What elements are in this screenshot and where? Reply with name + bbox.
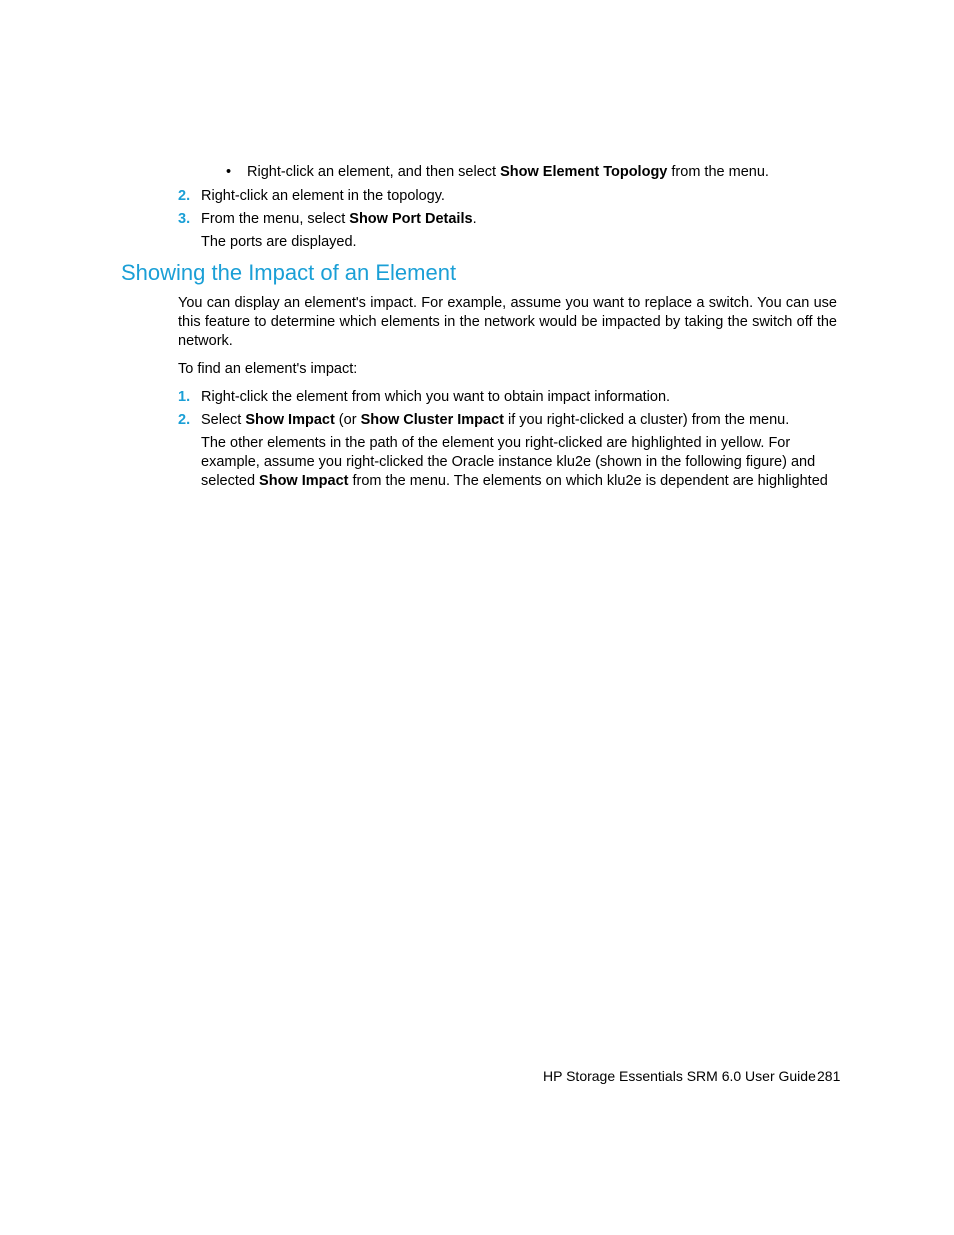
step-text-start: From the menu, select	[201, 211, 350, 227]
bullet-item	[247, 163, 769, 182]
step-text	[201, 210, 477, 229]
step-text: Right-click an element in the topology.	[201, 188, 445, 204]
step-text: Right-click the element from which you want to obtain impact information.	[201, 389, 671, 405]
bullet-item-text: Right-click an element, and then select	[247, 164, 501, 180]
intro-paragraph: You can display an element's impact. For example, assume you want to replace a switch. You can use this feature to determine which elements in the network would be impacted by taking the switch off the network.	[178, 295, 837, 349]
ui-term-show-port-details: Show Port Details	[349, 211, 473, 227]
step-result: The ports are displayed.	[201, 234, 357, 250]
bullet-item-text-end: from the menu.	[667, 164, 769, 180]
step-number: 2.	[178, 188, 191, 204]
step-number: 2.	[178, 412, 191, 428]
ui-term-show-element-topology: Show Element Topology	[500, 164, 668, 180]
ui-term-show-cluster-impact: Show Cluster Impact	[360, 412, 504, 428]
step-text-start: Select	[201, 412, 246, 428]
detail-text-end: from the menu. The elements on which klu2e is dependent are highlighted	[348, 473, 828, 489]
step-text-end: if you right-clicked a cluster) from the menu.	[503, 412, 790, 428]
section-heading: Showing the Impact of an Element	[121, 260, 457, 285]
step-text	[201, 411, 789, 430]
step-detail-line	[201, 472, 828, 491]
step-text-mid: (or	[334, 412, 361, 428]
step-number: 1.	[178, 389, 191, 405]
step-number: 3.	[178, 211, 191, 227]
step-detail-line: example, assume you right-clicked the Oracle instance klu2e (shown in the following figure) and	[201, 454, 816, 470]
step-text-end: .	[472, 211, 477, 227]
detail-text-start: selected	[201, 473, 260, 489]
ui-term-show-impact: Show Impact	[259, 473, 349, 489]
procedure-lead: To find an element's impact:	[178, 361, 358, 377]
bullet-marker: •	[226, 164, 232, 180]
footer-guide-title: HP Storage Essentials SRM 6.0 User Guide	[543, 1068, 816, 1084]
step-detail-line: The other elements in the path of the element you right-clicked are highlighted in yellow. For	[201, 435, 791, 451]
footer-page-number: 281	[817, 1068, 841, 1084]
ui-term-show-impact: Show Impact	[245, 412, 335, 428]
